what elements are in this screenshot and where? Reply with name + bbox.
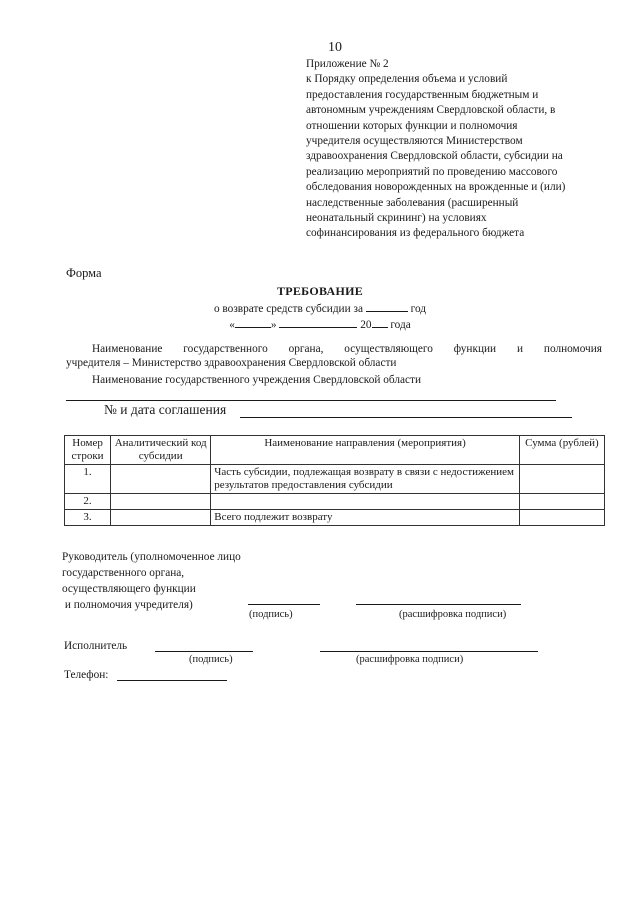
row-sum-cell[interactable] <box>519 494 604 510</box>
appendix-title: Приложение № 2 <box>306 58 389 70</box>
appendix-line: предоставления государственным бюджетным и <box>306 88 539 101</box>
date-line <box>0 316 640 331</box>
head-line: государственного органа, <box>62 567 185 579</box>
row-code-cell[interactable] <box>111 510 211 526</box>
header-sum: Сумма (рублей) <box>519 436 604 465</box>
row-sum-cell[interactable] <box>519 510 604 526</box>
appendix-line: софинансирования из федерального бюджета <box>306 227 525 240</box>
subtitle-prefix: о возврате средств субсидии за <box>213 303 363 315</box>
executor-signature-line[interactable] <box>155 651 253 652</box>
executor-decode-caption: (расшифровка подписи) <box>356 654 464 665</box>
row-number: 2. <box>65 494 111 510</box>
appendix-line: автономным учреждениям Свердловской области, в <box>306 104 556 117</box>
head-block <box>62 549 241 613</box>
phone-label: Телефон: <box>64 669 109 681</box>
phone-fill-line[interactable] <box>117 680 227 681</box>
row-code-cell[interactable] <box>111 465 211 494</box>
header-code: Аналитический код субсидии <box>111 436 211 465</box>
row-direction: Часть субсидии, подлежащая возврату в связи с недостижением результатов предоставления субсидии <box>211 465 520 494</box>
institution-fill-line[interactable] <box>66 400 556 401</box>
date-year-prefix: 20 <box>360 319 372 331</box>
appendix-line: обследования новорожденных на врожденные и (или) <box>306 181 566 194</box>
header-number: Номер строки <box>65 436 111 465</box>
head-signature-caption: (подпись) <box>249 609 293 620</box>
row-number: 3. <box>65 510 111 526</box>
founder-line-1: Наименование государственного органа, осуществляющего функции и полномочия <box>92 343 602 355</box>
institution-label: Наименование государственного учреждения Свердловской области <box>92 374 421 386</box>
appendix-block <box>306 57 565 242</box>
appendix-line: неонатальный скрининг) на условиях <box>306 212 487 225</box>
head-line: Руководитель (уполномоченное лицо <box>62 551 241 563</box>
row-code-cell[interactable] <box>111 494 211 510</box>
table-row <box>65 494 605 510</box>
head-line: осуществляющего функции <box>62 583 196 595</box>
header-direction: Наименование направления (мероприятия) <box>211 436 520 465</box>
row-sum-cell[interactable] <box>519 465 604 494</box>
table-row <box>65 465 605 494</box>
appendix-line: наследственные заболевания (расширенный <box>306 196 519 209</box>
head-signature-line[interactable] <box>248 604 320 605</box>
appendix-line: учредителя осуществляются Министерством <box>306 135 523 148</box>
year-digits-blank[interactable] <box>372 316 388 328</box>
month-blank[interactable] <box>279 316 357 328</box>
page-number: 10 <box>328 40 342 55</box>
requirement-table <box>64 435 605 526</box>
document-title: ТРЕБОВАНИЕ <box>276 284 364 298</box>
appendix-line: реализацию мероприятий по проведению массового <box>306 165 558 178</box>
subtitle-line <box>0 300 640 315</box>
date-year-suffix: года <box>390 319 411 331</box>
date-close-quote: » <box>270 319 277 331</box>
row-direction[interactable] <box>211 494 520 510</box>
appendix-line: отношении которых функции и полномочия <box>306 119 518 132</box>
day-blank[interactable] <box>235 316 271 328</box>
row-number: 1. <box>65 465 111 494</box>
date-open-quote: « <box>229 319 235 331</box>
executor-decode-line[interactable] <box>320 651 538 652</box>
appendix-line: к Порядку определения объема и условий <box>306 73 508 86</box>
founder-line-2: учредителя – Министерство здравоохранения Свердловской области <box>66 357 397 369</box>
executor-label: Исполнитель <box>64 640 128 652</box>
agreement-label: № и дата соглашения <box>104 402 227 417</box>
head-decode-line[interactable] <box>356 604 521 605</box>
head-decode-caption: (расшифровка подписи) <box>399 609 507 620</box>
appendix-line: здравоохранения Свердловской области, субсидии на <box>306 150 563 163</box>
row-direction: Всего подлежит возврату <box>211 510 520 526</box>
head-line: и полномочия учредителя) <box>62 599 193 611</box>
table-row <box>65 510 605 526</box>
subtitle-suffix: год <box>410 303 427 315</box>
year-blank[interactable] <box>366 300 408 312</box>
table-header-row <box>65 436 605 465</box>
agreement-fill-line[interactable] <box>240 417 572 418</box>
form-label: Форма <box>66 266 102 280</box>
executor-signature-caption: (подпись) <box>189 654 233 665</box>
